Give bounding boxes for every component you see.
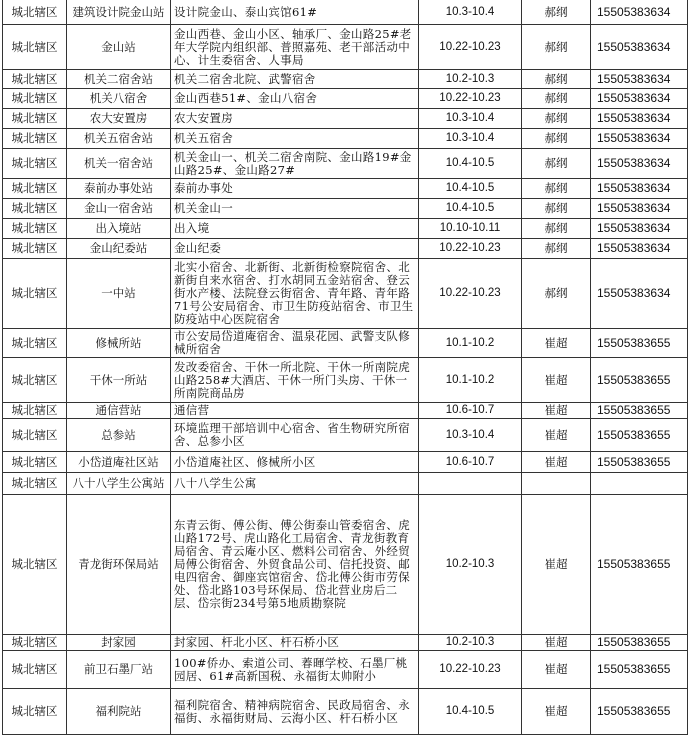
station-cell: 机关一宿舍站 [67, 149, 171, 179]
area-cell: 泰前办事处 [171, 179, 419, 199]
district-cell: 城北辖区 [3, 239, 67, 259]
table-row [3, 452, 688, 473]
station-cell: 一中站 [67, 259, 171, 329]
table-row [3, 358, 688, 403]
phone-cell: 15505383655 [591, 358, 688, 403]
dates-cell: 10.2-10.3 [419, 495, 522, 635]
dates-cell: 10.1-10.2 [419, 329, 522, 358]
person-cell: 郝纲 [522, 149, 591, 179]
district-cell: 城北辖区 [3, 651, 67, 689]
phone-cell: 15505383655 [591, 329, 688, 358]
dates-cell: 10.3-10.4 [419, 419, 522, 452]
person-cell: 郝纲 [522, 25, 591, 70]
station-cell: 机关二宿舍站 [67, 70, 171, 89]
table-row [3, 129, 688, 149]
phone-cell: 15505383634 [591, 89, 688, 109]
phone-cell [591, 473, 688, 495]
station-cell: 泰前办事处站 [67, 179, 171, 199]
area-cell: 出入境 [171, 219, 419, 239]
dates-cell: 10.22-10.23 [419, 651, 522, 689]
station-cell: 修械所站 [67, 329, 171, 358]
area-cell: 环境监理干部培训中心宿舍、省生物研究所宿舍、总参小区 [171, 419, 419, 452]
area-cell: 机关五宿舍 [171, 129, 419, 149]
person-cell: 崔超 [522, 452, 591, 473]
phone-cell: 15505383655 [591, 452, 688, 473]
table-row [3, 109, 688, 129]
station-cell: 小岱道庵社区站 [67, 452, 171, 473]
table-row [3, 689, 688, 735]
table-row [3, 70, 688, 89]
table-row [3, 329, 688, 358]
phone-cell: 15505383634 [591, 70, 688, 89]
area-cell: 设计院金山、泰山宾馆61# [171, 0, 419, 25]
station-cell: 青龙街环保局站 [67, 495, 171, 635]
person-cell: 崔超 [522, 495, 591, 635]
phone-cell: 15505383655 [591, 419, 688, 452]
station-cell: 机关八宿舍 [67, 89, 171, 109]
person-cell: 郝纲 [522, 179, 591, 199]
dates-cell [419, 473, 522, 495]
table-row [3, 473, 688, 495]
table-row [3, 403, 688, 419]
station-cell: 建筑设计院金山站 [67, 0, 171, 25]
district-cell: 城北辖区 [3, 129, 67, 149]
station-cell: 金山站 [67, 25, 171, 70]
table-row [3, 199, 688, 219]
district-cell: 城北辖区 [3, 179, 67, 199]
station-cell: 总参站 [67, 419, 171, 452]
station-cell: 八十八学生公寓站 [67, 473, 171, 495]
dates-cell: 10.3-10.4 [419, 109, 522, 129]
phone-cell: 15505383655 [591, 635, 688, 651]
district-cell: 城北辖区 [3, 70, 67, 89]
district-cell: 城北辖区 [3, 452, 67, 473]
district-cell: 城北辖区 [3, 419, 67, 452]
area-cell: 通信营 [171, 403, 419, 419]
dates-cell: 10.4-10.5 [419, 179, 522, 199]
dates-cell: 10.4-10.5 [419, 149, 522, 179]
district-cell: 城北辖区 [3, 473, 67, 495]
table-row [3, 25, 688, 70]
dates-cell: 10.22-10.23 [419, 89, 522, 109]
area-cell: 北实小宿舍、北新街、北新街检察院宿舍、北新街自来水宿舍、打水胡同五金站宿舍、登云街水产楼、法院登云街宿舍、青年路、青年路71号公安局宿舍、市卫生防疫站宿舍、市卫生防疫站中心医院宿舍 [171, 259, 419, 329]
dates-cell: 10.3-10.4 [419, 0, 522, 25]
phone-cell: 15505383655 [591, 403, 688, 419]
person-cell [522, 473, 591, 495]
dates-cell: 10.3-10.4 [419, 129, 522, 149]
district-cell: 城北辖区 [3, 219, 67, 239]
area-cell: 发改委宿舍、干休一所北院、干休一所南院虎山路258#大酒店、干休一所门头房、干休一所南院商品房 [171, 358, 419, 403]
table-row [3, 651, 688, 689]
person-cell: 郝纲 [522, 129, 591, 149]
phone-cell: 15505383655 [591, 495, 688, 635]
station-cell: 出入境站 [67, 219, 171, 239]
table-row [3, 259, 688, 329]
area-cell: 机关金山一 [171, 199, 419, 219]
table-row [3, 179, 688, 199]
district-cell: 城北辖区 [3, 495, 67, 635]
station-cell: 农大安置房 [67, 109, 171, 129]
area-cell: 市公安局岱道庵宿舍、温泉花园、武警支队修械所宿舍 [171, 329, 419, 358]
phone-cell: 15505383634 [591, 109, 688, 129]
table-row [3, 635, 688, 651]
area-cell: 金山西巷、金山小区、轴承厂、金山路25#老年大学院内组织部、普照嘉苑、老干部活动中心、计生委宿舍、人事局 [171, 25, 419, 70]
area-cell: 机关二宿舍北院、武警宿舍 [171, 70, 419, 89]
table-row [3, 149, 688, 179]
person-cell: 崔超 [522, 635, 591, 651]
area-cell: 福利院宿舍、精神病院宿舍、民政局宿舍、永福街、永福街财局、云海小区、杆石桥小区 [171, 689, 419, 735]
phone-cell: 15505383634 [591, 149, 688, 179]
district-cell: 城北辖区 [3, 689, 67, 735]
dates-cell: 10.10-10.11 [419, 219, 522, 239]
person-cell: 郝纲 [522, 70, 591, 89]
station-cell: 通信营站 [67, 403, 171, 419]
table-row [3, 495, 688, 635]
phone-cell: 15505383655 [591, 651, 688, 689]
person-cell: 崔超 [522, 403, 591, 419]
table-row [3, 219, 688, 239]
district-cell: 城北辖区 [3, 149, 67, 179]
person-cell: 郝纲 [522, 89, 591, 109]
district-cell: 城北辖区 [3, 25, 67, 70]
person-cell: 崔超 [522, 419, 591, 452]
district-cell: 城北辖区 [3, 403, 67, 419]
district-cell: 城北辖区 [3, 0, 67, 25]
dates-cell: 10.2-10.3 [419, 70, 522, 89]
area-cell: 100#侨办、索道公司、萶暉学校、石墨厂桃园居、61#高新国税、永福街太帅附小 [171, 651, 419, 689]
person-cell: 崔超 [522, 689, 591, 735]
person-cell: 郝纲 [522, 239, 591, 259]
dates-cell: 10.4-10.5 [419, 689, 522, 735]
area-cell: 机关金山一、机关二宿舍南院、金山路19#金山路25#、金山路27# [171, 149, 419, 179]
station-cell: 干休一所站 [67, 358, 171, 403]
station-cell: 前卫石墨厂站 [67, 651, 171, 689]
dates-cell: 10.1-10.2 [419, 358, 522, 403]
dates-cell: 10.22-10.23 [419, 239, 522, 259]
district-cell: 城北辖区 [3, 199, 67, 219]
person-cell: 郝纲 [522, 0, 591, 25]
person-cell: 崔超 [522, 329, 591, 358]
dates-cell: 10.22-10.23 [419, 25, 522, 70]
dates-cell: 10.22-10.23 [419, 259, 522, 329]
person-cell: 郝纲 [522, 109, 591, 129]
area-cell: 金山纪委 [171, 239, 419, 259]
area-cell: 东青云街、傅公街、傅公街泰山管委宿舍、虎山路172号、虎山路化工局宿舍、青龙街教育局宿舍、青云庵小区、燃料公司宿舍、外经贸局傅公街宿舍、外贸食品公司、信托投资、邮电四宿舍、御座宾馆宿舍、岱北傅公街市劳保处、岱北路103号环保局、岱北营业房后二层、岱宗街234号第5地质勘察院 [171, 495, 419, 635]
station-cell: 金山纪委站 [67, 239, 171, 259]
station-cell: 福利院站 [67, 689, 171, 735]
person-cell: 郝纲 [522, 219, 591, 239]
person-cell: 崔超 [522, 651, 591, 689]
phone-cell: 15505383634 [591, 259, 688, 329]
district-cell: 城北辖区 [3, 89, 67, 109]
area-cell: 金山西巷51#、金山八宿舍 [171, 89, 419, 109]
district-cell: 城北辖区 [3, 109, 67, 129]
table-row [3, 239, 688, 259]
station-cell: 封家园 [67, 635, 171, 651]
station-cell: 金山一宿舍站 [67, 199, 171, 219]
dates-cell: 10.4-10.5 [419, 199, 522, 219]
area-cell: 八十八学生公寓 [171, 473, 419, 495]
table-row [3, 89, 688, 109]
area-cell: 农大安置房 [171, 109, 419, 129]
person-cell: 郝纲 [522, 199, 591, 219]
phone-cell: 15505383634 [591, 219, 688, 239]
station-cell: 机关五宿舍站 [67, 129, 171, 149]
phone-cell: 15505383634 [591, 199, 688, 219]
person-cell: 崔超 [522, 358, 591, 403]
dates-cell: 10.2-10.3 [419, 635, 522, 651]
table-row [3, 0, 688, 25]
district-cell: 城北辖区 [3, 635, 67, 651]
table-row [3, 419, 688, 452]
district-cell: 城北辖区 [3, 329, 67, 358]
phone-cell: 15505383634 [591, 179, 688, 199]
phone-cell: 15505383634 [591, 0, 688, 25]
dates-cell: 10.6-10.7 [419, 403, 522, 419]
district-cell: 城北辖区 [3, 259, 67, 329]
phone-cell: 15505383634 [591, 25, 688, 70]
schedule-table-body [3, 0, 688, 735]
area-cell: 封家园、杆北小区、杆石桥小区 [171, 635, 419, 651]
dates-cell: 10.6-10.7 [419, 452, 522, 473]
area-cell: 小岱道庵社区、修械所小区 [171, 452, 419, 473]
phone-cell: 15505383634 [591, 129, 688, 149]
district-cell: 城北辖区 [3, 358, 67, 403]
person-cell: 郝纲 [522, 259, 591, 329]
phone-cell: 15505383655 [591, 689, 688, 735]
phone-cell: 15505383634 [591, 239, 688, 259]
schedule-table [2, 0, 688, 735]
